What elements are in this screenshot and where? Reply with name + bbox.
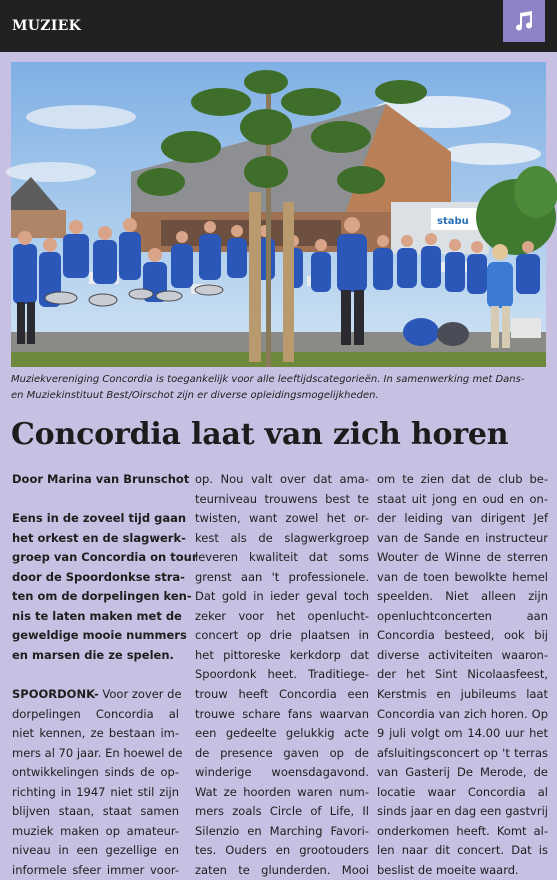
body-line: dorpelingen Concordia al [12, 706, 179, 721]
body-line: Wat ze hoorden waren num- [195, 784, 369, 799]
body-line: Concordia van zich horen. Op [377, 706, 548, 721]
body-line: Wouter de Winne de sterren [377, 550, 548, 565]
body-line: 9 juli volgt om 14.00 uur het [377, 726, 548, 741]
body-line: Spoordonk heet. Traditiege- [195, 667, 369, 682]
stabu-sign: stabu [437, 216, 469, 227]
body-line: onderkomen heeft. Komt al- [377, 823, 548, 838]
body-line: om te zien dat de club be- [377, 472, 548, 486]
section-label: MUZIEK [12, 18, 82, 34]
body-line: niveau in een gezellige en [12, 843, 179, 858]
body-line: van de Sande en instructeur [377, 530, 548, 545]
body-line: mers al 70 jaar. En hoewel de [12, 745, 183, 760]
body-line: richting in 1947 niet stil zijn [12, 784, 179, 799]
body-line: kest als de slagwerkgroep [195, 530, 369, 545]
body-line: leveren kwaliteit dat soms [195, 550, 369, 565]
body-line: zeker voor het openlucht- [195, 608, 369, 623]
body-line: zaten te glunderden. Mooi [195, 862, 369, 877]
caption-line: Muziekvereniging Concordia is toegankelijk voor alle leeftijdscategorieën. In samenwerking met Dans- [11, 374, 525, 385]
body-line: winderige woensdagavond. [195, 765, 369, 780]
body-line: staat uit jong en oud en on- [377, 491, 548, 506]
body-line: diverse activiteiten waaron- [377, 647, 548, 662]
body-line: afsluitingsconcert op 't terras [377, 745, 548, 760]
caption-line: en Muziekinstituut Best/Oirschot zijn er diverse opleidingsmogelijkheden. [11, 390, 379, 401]
body-line: trouw heeft Concordia een [195, 687, 369, 702]
body-line: grenst aan 't professionele. [195, 569, 369, 584]
body-line: Concordia besteed, ook bij [377, 628, 548, 643]
body-line: muziek maken op amateur- [12, 823, 179, 838]
body-line: der leiding van dirigent Jef [377, 511, 548, 526]
body-line: op. Nou valt over dat ama- [195, 472, 369, 486]
article-headline: Concordia laat van zich horen [11, 417, 509, 452]
music-note-icon [512, 9, 536, 33]
lead-line: geweldige mooie nummers [12, 628, 187, 643]
body-line: van Gasterij De Merode, de [377, 765, 548, 780]
body-line: blijven staan, staat samen [12, 804, 179, 819]
body-line: Silenzio en Marching Favori- [195, 823, 369, 838]
body-line: het pittoreske kerkdorp dat [195, 647, 369, 662]
lead-line: door de Spoordonkse stra- [12, 569, 185, 584]
body-line: der het Sint Nicolaasfeest, [377, 667, 548, 682]
photo-caption [11, 372, 547, 404]
lead-line: het orkest en de slagwerk- [12, 530, 186, 545]
body-line: locatie waar Concordia al [377, 784, 548, 799]
body-line: beslist de moeite waard. [377, 862, 519, 877]
article-photo [11, 62, 546, 367]
body-line: SPOORDONK- Voor zover de [12, 687, 182, 702]
body-line: sinds jaar en dag een gastvrij [377, 804, 548, 819]
lead-line: en marsen die ze spelen. [12, 647, 174, 662]
dateline: SPOORDONK- [12, 687, 99, 702]
body-line: ontwikkelingen sinds de op- [12, 765, 179, 780]
body-line: trouwe schare fans waarvan [195, 706, 369, 721]
body-line: teurniveau trouwens best te [195, 491, 369, 506]
article-column-1 [12, 470, 198, 880]
lead-line: groep van Concordia on tour [12, 550, 198, 565]
byline: Door Marina van Brunschot [12, 472, 190, 486]
body-line: een gedeelte gelukkig acte [195, 726, 369, 741]
section-badge [503, 0, 545, 42]
body-line: concert op drie plaatsen in [195, 628, 369, 643]
body-line: van de toen bewolkte hemel [377, 569, 548, 584]
body-line: openluchtconcerten aan [377, 608, 548, 623]
section-header-bar [0, 0, 557, 52]
body-line: informele sfeer immer voor- [12, 862, 179, 877]
lead-line: Eens in de zoveel tijd gaan [12, 511, 187, 526]
body-line: mers zoals Circle of Life, Il [195, 804, 369, 819]
body-line: Dat gold in ieder geval toch [195, 589, 369, 604]
article-column-3 [377, 470, 548, 880]
body-line: speelden. Niet alleen zijn [377, 589, 548, 604]
body-line: len naar dit concert. Dat is [377, 843, 548, 858]
lead-line: ten om de dorpelingen ken- [12, 589, 192, 604]
body-line: tes. Ouders en grootouders [195, 843, 369, 858]
body-line: de presence gaven op de [195, 745, 369, 760]
body-line: twisten, want zowel het or- [195, 511, 369, 526]
body-line: Kerstmis en jubileums laat [377, 687, 548, 702]
orchestra-photo [11, 62, 546, 367]
lead-line: nis te laten maken met de [12, 608, 182, 623]
article-column-2 [195, 470, 369, 880]
body-line: niet kennen, ze bestaan im- [12, 726, 179, 741]
